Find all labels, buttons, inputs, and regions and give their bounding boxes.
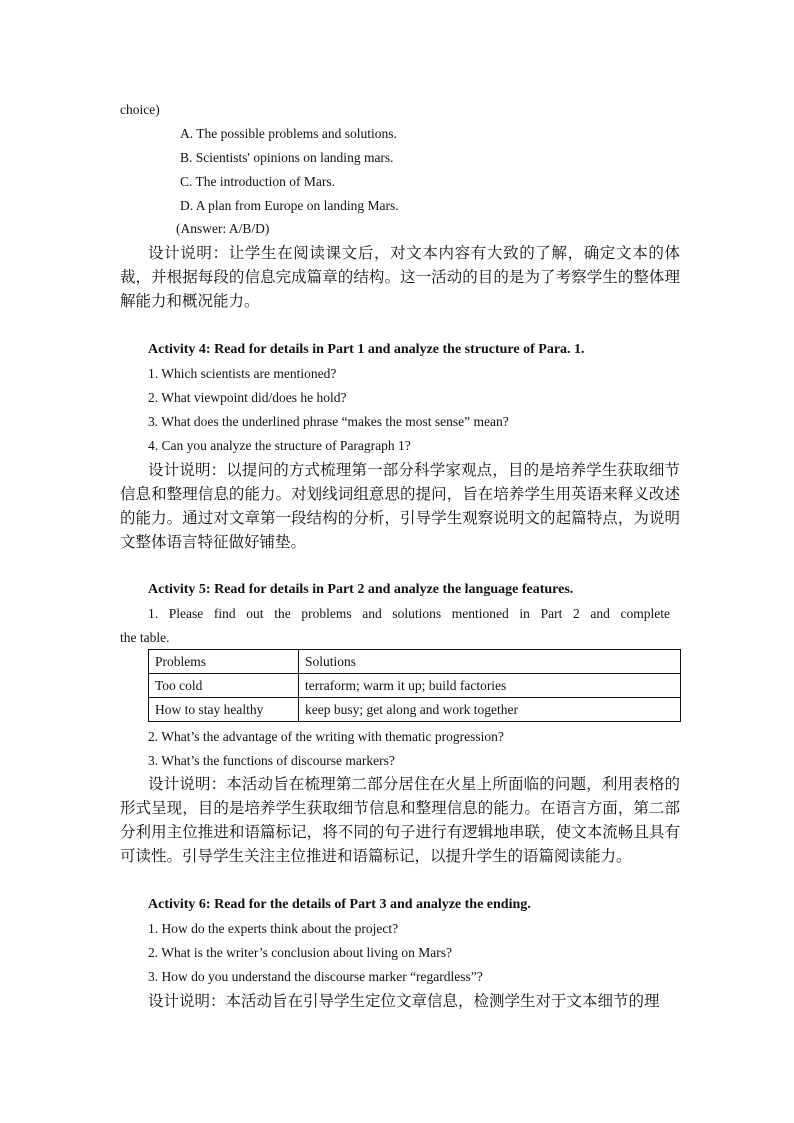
activity-6-heading: Activity 6: Read for the details of Part 3 and analyze the ending. (148, 897, 531, 912)
table-cell: How to stay healthy (149, 698, 299, 722)
table-cell: terraform; warm it up; build factories (299, 674, 681, 698)
choice-tail: choice) (120, 102, 160, 117)
activity-6-question-1: 1. How do the experts think about the project? (148, 921, 399, 936)
activity-5-question-3: 3. What’s the functions of discourse markers? (148, 753, 395, 768)
option-b: B. Scientists' opinions on landing mars. (180, 150, 394, 165)
option-d: D. A plan from Europe on landing Mars. (180, 198, 399, 213)
activity-5-heading: Activity 5: Read for details in Part 2 and analyze the language features. (148, 582, 574, 597)
activity-4-question-3: 3. What does the underlined phrase “makes the most sense” mean? (148, 414, 509, 429)
activity-6-question-3: 3. How do you understand the discourse marker “regardless”? (148, 969, 483, 984)
activity-5-question-1-cont: the table. (120, 630, 170, 645)
table-cell: keep busy; get along and work together (299, 698, 681, 722)
design-note-4: 设计说明：本活动旨在引导学生定位文章信息，检测学生对于文本细节的理 (148, 992, 660, 1010)
problems-solutions-table (148, 649, 681, 722)
table-header-solutions: Solutions (299, 650, 681, 674)
activity-4-heading: Activity 4: Read for details in Part 1 and analyze the structure of Para. 1. (148, 342, 585, 357)
design-note-3: 设计说明：本活动旨在梳理第二部分居住在火星上所面临的问题，利用表格的形式呈现，目的是培养学生获取细节信息和整理信息的能力。在语言方面，第二部分利用主位推进和语篇标记，将不同的句子进行有逻辑地串联，使文本流畅且具有可读性。引导学生关注主位推进和语篇标记，以提升学生的语篇阅读能力。 (120, 775, 680, 865)
activity-6-question-2: 2. What is the writer’s conclusion about living on Mars? (148, 945, 452, 960)
design-note-1: 设计说明：让学生在阅读课文后，对文本内容有大致的了解，确定文本的体裁，并根据每段的信息完成篇章的结构。这一活动的目的是为了考察学生的整体理解能力和概况能力。 (120, 244, 680, 310)
table-header-row (149, 650, 681, 674)
table-row (149, 674, 681, 698)
design-note-2: 设计说明：以提问的方式梳理第一部分科学家观点，目的是培养学生获取细节信息和整理信息的能力。对划线词组意思的提问，旨在培养学生用英语来释义改述的能力。通过对文章第一段结构的分析，引导学生观察说明文的起篇特点，为说明文整体语言特征做好铺垫。 (120, 461, 680, 551)
table-row (149, 698, 681, 722)
table-header-problems: Problems (149, 650, 299, 674)
activity-5-question-1: 1. Please find out the problems and solutions mentioned in Part 2 and complete (148, 606, 670, 621)
activity-5-question-2: 2. What’s the advantage of the writing with thematic progression? (148, 729, 504, 744)
option-a: A. The possible problems and solutions. (180, 126, 397, 141)
option-c: C. The introduction of Mars. (180, 174, 335, 189)
activity-4-question-4: 4. Can you analyze the structure of Paragraph 1? (148, 438, 411, 453)
activity-4-question-1: 1. Which scientists are mentioned? (148, 366, 337, 381)
activity-4-question-2: 2. What viewpoint did/does he hold? (148, 390, 347, 405)
table-cell: Too cold (149, 674, 299, 698)
answer-line: (Answer: A/B/D) (176, 221, 270, 236)
